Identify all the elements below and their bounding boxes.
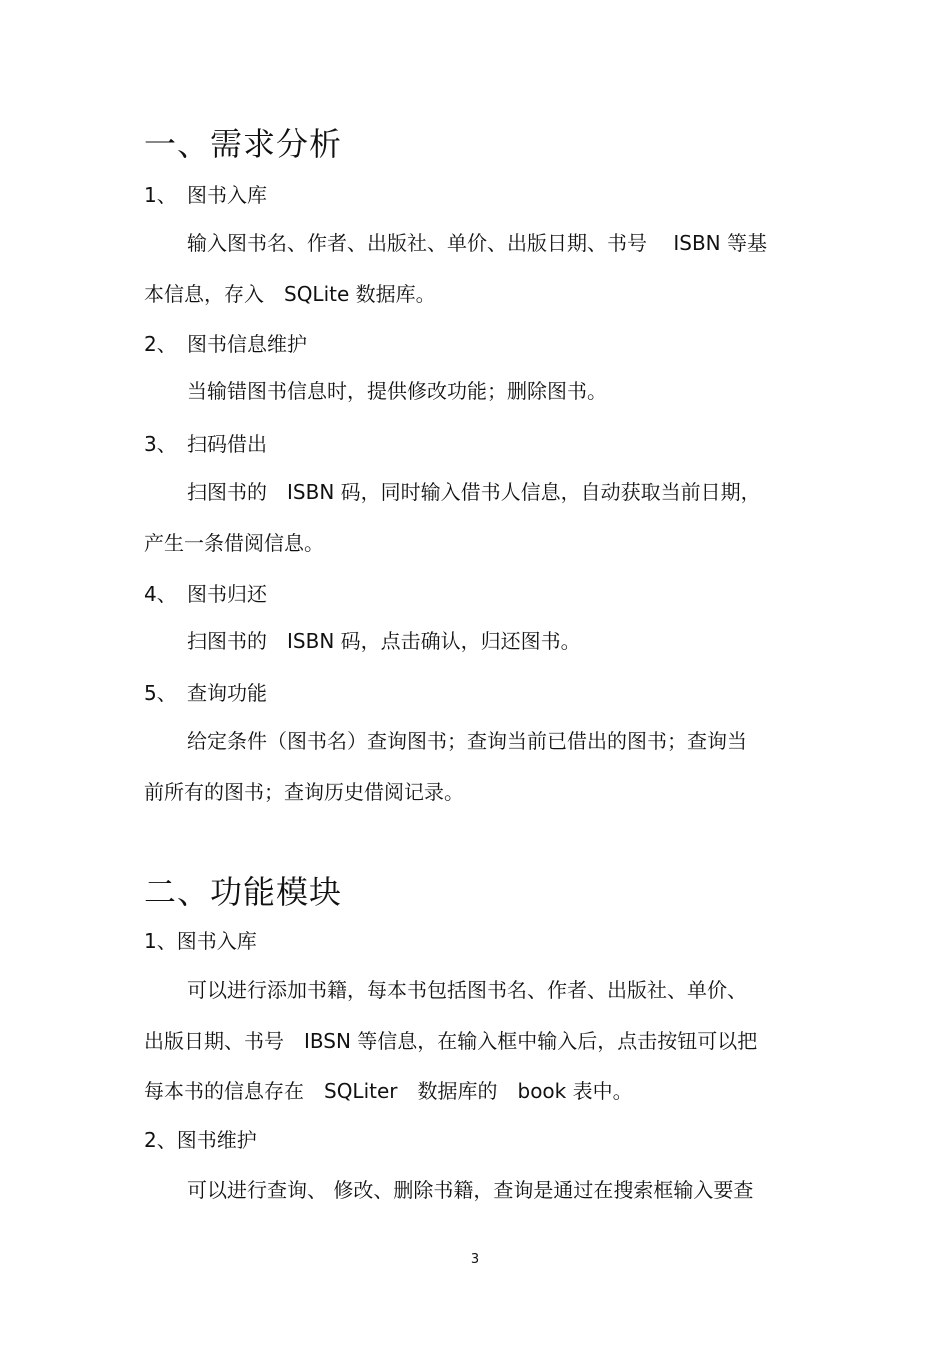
subheading-book-entry — [144, 181, 267, 209]
subheading-book-maintenance — [144, 330, 307, 358]
subheading-number: 5、 — [144, 681, 177, 705]
paragraph-line: 可以进行查询、 修改、删除书籍，查询是通过在搜索框输入要查 — [187, 1178, 754, 1202]
subheading-scan-borrow — [144, 430, 267, 458]
subheading-text: 图书归还 — [187, 582, 267, 606]
section-title-modules: 二、功能模块 — [144, 873, 343, 911]
subheading-query — [144, 679, 267, 707]
subheading-text: 图书维护 — [176, 1128, 257, 1152]
paragraph-line: 扫图书的 ISBN 码，点击确认，归还图书。 — [187, 629, 581, 653]
subheading-number: 2、 — [144, 1128, 177, 1152]
subheading-text: 图书信息维护 — [187, 332, 307, 356]
subheading-text: 扫码借出 — [187, 432, 267, 456]
section-title-requirements: 一、需求分析 — [144, 125, 343, 163]
subheading-number: 1、 — [144, 929, 177, 953]
subheading-text: 图书入库 — [187, 183, 267, 207]
subheading-number: 3、 — [144, 432, 177, 456]
paragraph-line: 前所有的图书；查询历史借阅记录。 — [144, 780, 464, 804]
paragraph-line: 输入图书名、作者、出版社、单价、出版日期、书号 ISBN 等基 — [187, 231, 767, 255]
paragraph-line: 出版日期、书号 IBSN 等信息，在输入框中输入后，点击按钮可以把 — [144, 1029, 758, 1053]
paragraph-line: 给定条件（图书名）查询图书；查询当前已借出的图书；查询当 — [187, 729, 747, 753]
subheading-module-book-maintenance — [144, 1126, 257, 1154]
subheading-number: 4、 — [144, 582, 177, 606]
paragraph-line: 可以进行添加书籍，每本书包括图书名、作者、出版社、单价、 — [187, 978, 747, 1002]
paragraph-line: 本信息，存入 SQLite 数据库。 — [144, 282, 436, 306]
subheading-number: 2、 — [144, 332, 177, 356]
paragraph-line: 扫图书的 ISBN 码，同时输入借书人信息，自动获取当前日期， — [187, 480, 761, 504]
subheading-module-book-entry — [144, 927, 257, 955]
subheading-book-return — [144, 580, 267, 608]
subheading-number: 1、 — [144, 183, 177, 207]
paragraph-line: 产生一条借阅信息。 — [144, 531, 324, 555]
paragraph-line: 当输错图书信息时，提供修改功能；删除图书。 — [187, 379, 607, 403]
subheading-text: 查询功能 — [187, 681, 267, 705]
subheading-text: 图书入库 — [176, 929, 257, 953]
page-number: 3 — [470, 1252, 480, 1267]
paragraph-line: 每本书的信息存在 SQLiter 数据库的 book 表中。 — [144, 1079, 633, 1103]
